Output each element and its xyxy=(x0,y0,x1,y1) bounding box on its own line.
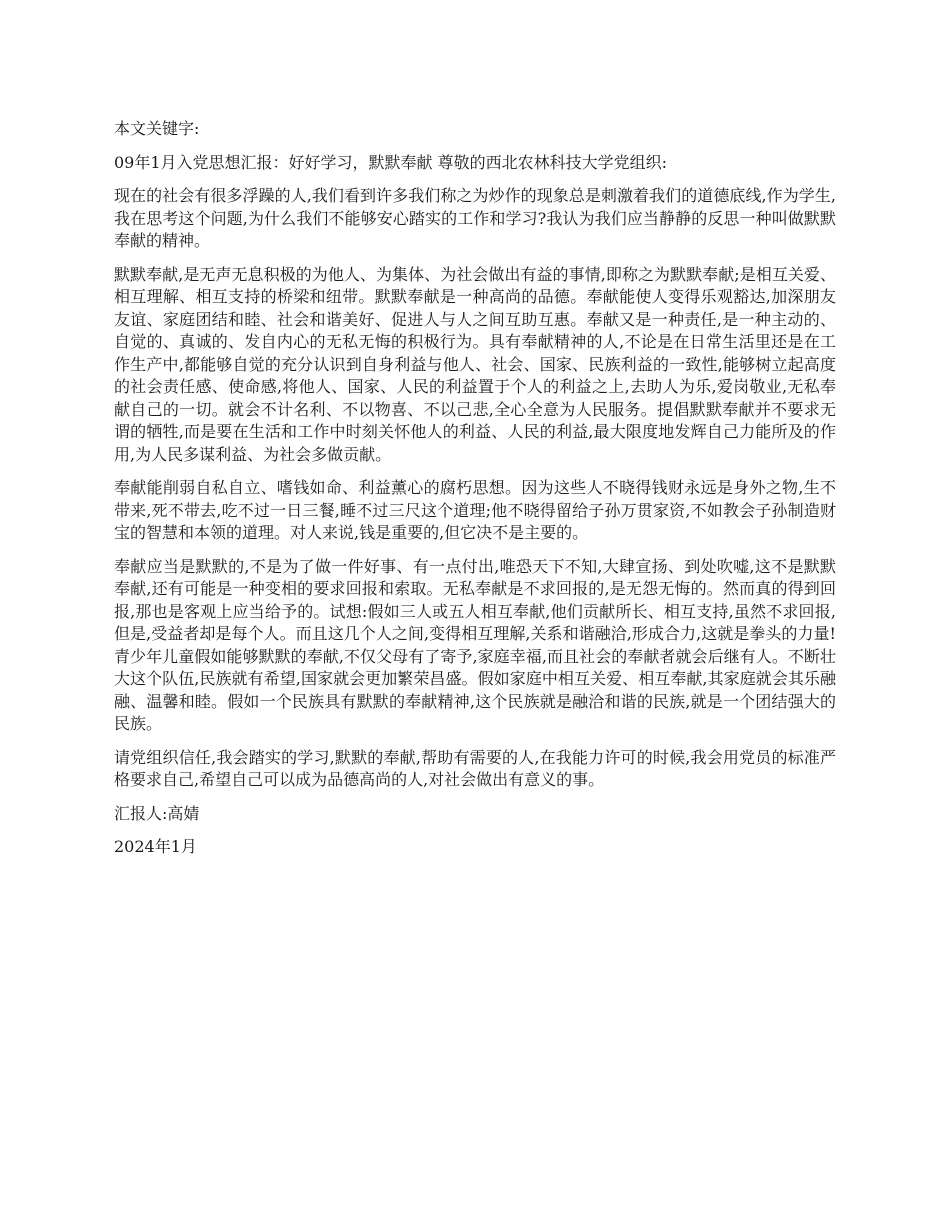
keywords-label: 本文关键字: xyxy=(114,119,200,138)
document-body xyxy=(114,118,836,870)
body-paragraph-5: 请党组织信任,我会踏实的学习,默默的奉献,帮助有需要的人,在我能力许可的时候,我会用党员的标准严格要求自己,希望自己可以成为品德高尚的人,对社会做出有意义的事。 xyxy=(114,747,836,789)
body-paragraph-4: 奉献应当是默默的,不是为了做一件好事、有一点付出,唯恐天下不知,大肆宣扬、到处吹嘘,这不是默默奉献,还有可能是一种变相的要求回报和索取。无私奉献是不求回报的,是无怨无悔的。然而真的得到回报,那也是客观上应当给予的。试想:假如三人或五人相互奉献,他们贡献所长、相互支持,虽然不求回报,但是,受益者却是每个人。而且这几个人之间,变得相互理解,关系和谐融洽,形成合力,这就是拳头的力量!青少年儿童假如能够默默的奉献,不仅父母有了寄予,家庭幸福,而且社会的奉献者就会后继有人。不断壮大这个队伍,民族就有希望,国家就会更加繁荣昌盛。假如家庭中相互关爱、相互奉献,其家庭就会其乐融融、温馨和睦。假如一个民族具有默默的奉献精神,这个民族就是融洽和谐的民族,就是一个团结强大的民族。 xyxy=(114,556,836,733)
body-paragraph-1: 现在的社会有很多浮躁的人,我们看到许多我们称之为炒作的现象总是刺激着我们的道德底线,作为学生,我在思考这个问题,为什么我们不能够安心踏实的工作和学习?我认为我们应当静静的反思一种叫做默默奉献的精神。 xyxy=(114,186,836,250)
body-paragraph-2: 默默奉献,是无声无息积极的为他人、为集体、为社会做出有益的事情,即称之为默默奉献;是相互关爱、相互理解、相互支持的桥梁和纽带。默默奉献是一种高尚的品德。奉献能使人变得乐观豁达,加深朋友友谊、家庭团结和睦、社会和谐美好、促进人与人之间互助互惠。奉献又是一种责任,是一种主动的、自觉的、真诚的、发自内心的无私无悔的积极行为。具有奉献精神的人,不论是在日常生活里还是在工作生产中,都能够自觉的充分认识到自身利益与他人、社会、国家、民族利益的一致性,能够树立起高度的社会责任感、使命感,将他人、国家、人民的利益置于个人的利益之上,去助人为乐,爱岗敬业,无私奉献自己的一切。就会不计名利、不以物喜、不以己悲,全心全意为人民服务。提倡默默奉献并不要求无谓的牺牲,而是要在生活和工作中时刻关怀他人的利益、人民的利益,最大限度地发辉自己力能所及的作用,为人民多谋利益、为社会多做贡献。 xyxy=(114,264,836,464)
reporter-signature: 汇报人:高婧 xyxy=(114,803,200,823)
document-title-line: 09年1月入党思想汇报：好好学习，默默奉献 尊敬的西北农林科技大学党组织: xyxy=(114,152,668,172)
report-date: 2024年1月 xyxy=(114,837,197,856)
body-paragraph-3: 奉献能削弱自私自立、嗜钱如命、利益薰心的腐朽思想。因为这些人不晓得钱财永远是身外之物,生不带来,死不带去,吃不过一日三餐,睡不过三尺这个道理;他不晓得留给子孙万贯家资,不如教会子孙制造财宝的智慧和本领的道理。对人来说,钱是重要的,但它决不是主要的。 xyxy=(114,478,836,542)
